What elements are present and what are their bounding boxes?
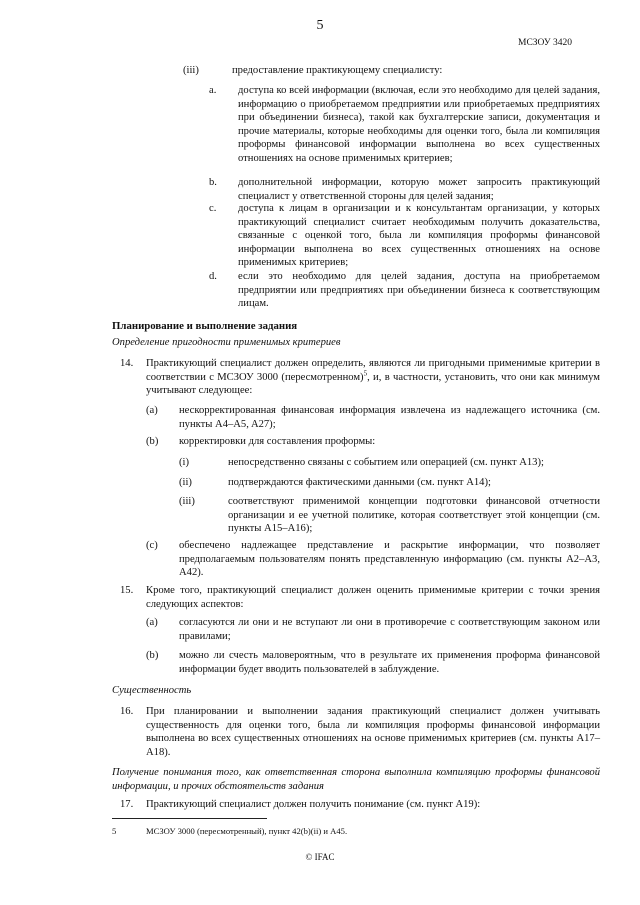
- para-14-c-text: обеспечено надлежащее представление и раскрытие информации, что позволяет предполагаемым пользователям понять представленную информацию (см. пункты A2–A3, A42).: [179, 540, 600, 579]
- para-15-b-text: можно ли счесть маловероятным, что в результате их применения проформа финансовой информации будет вводить пользователей в заблуждение.: [179, 650, 600, 675]
- footnote-divider: [112, 818, 267, 819]
- para-15-a-text: согласуются ли они и не вступают ли они в противоречие с соответствующим законом или правилами;: [179, 617, 600, 642]
- para-14-b-iii-text: соответствуют применимой концепции подготовки финансовой отчетности организации и ее учетной политике, которая соответствует этой концепции (см. пункты A15–A16);: [228, 496, 600, 535]
- para-14-text: [146, 357, 600, 398]
- footer-copyright: © IFAC: [305, 852, 335, 862]
- para-14-b-ii-text: подтверждаются фактическими данными (см. пункт A14);: [228, 477, 491, 488]
- para-15-number: 15.: [120, 585, 134, 596]
- subitem-b-text: дополнительной информации, которую может запросить практикующий специалист у ответственной стороны для целей задания;: [238, 177, 600, 202]
- para-14-text-a: Практикующий специалист должен определить, являются ли пригодными применимые критерии в соответствии с МСЗОУ 3000 (пересмотренном): [146, 358, 600, 383]
- para-14-b-marker: (b): [146, 436, 159, 447]
- footnote-ref: 5: [363, 369, 368, 378]
- para-14-b-ii-marker: (ii): [179, 477, 192, 488]
- para-15-b-marker: (b): [146, 650, 159, 661]
- subitem-d-text: если это необходимо для целей задания, доступа на приобретаемом предприятии или предприятиях при объединении бизнеса к соответствующим лицам.: [238, 271, 600, 310]
- subitem-c-text: доступа к лицам в организации и к консультантам организации, у которых практикующий специалист считает необходимым получить доказательства, связанные с оценкой того, была ли компиляция проформы финансовой информации выполнена во всех существенных отношениях на основе применимых критериев;: [238, 203, 600, 269]
- para-14-a-text: нескорректированная финансовая информация извлечена из надлежащего источника (см. пункты A4–A5, A27);: [179, 405, 600, 430]
- para-15-text: Кроме того, практикующий специалист должен оценить применимые критерии с точки зрения следующих аспектов:: [146, 585, 600, 610]
- footnote-marker: 5: [112, 826, 117, 836]
- para-14-b-i-text: непосредственно связаны с событием или операцией (см. пункт A13);: [228, 457, 544, 468]
- subitem-d-marker: d.: [209, 271, 217, 282]
- section-subheading-understanding: Получение понимания того, как ответственная сторона выполнила компиляцию проформы финансовой информации, и прочих обстоятельств задания: [112, 767, 600, 792]
- para-14-b-text: корректировки для составления проформы:: [179, 436, 376, 447]
- item-iii-text: предоставление практикующему специалисту:: [232, 65, 443, 76]
- item-iii-marker: (iii): [183, 65, 199, 76]
- section-subheading: Определение пригодности применимых критериев: [112, 337, 341, 348]
- page-number: 5: [316, 18, 324, 33]
- para-16-number: 16.: [120, 706, 134, 717]
- document-code: МСЗОУ 3420: [518, 38, 572, 48]
- para-14-c-marker: (c): [146, 540, 158, 551]
- para-14-text-b: , и, в частности, установить, что они как минимум учитывают следующее:: [146, 371, 601, 397]
- para-15-a-marker: (a): [146, 617, 158, 628]
- subitem-a-text: доступа ко всей информации (включая, если это необходимо для целей задания, информацию о приобретаемом предприятии или приобретаемых предприятиях при объединении бизнеса), такой как бухгалтерские записи, документация и прочие материалы, которые необходимы для оценки того, была ли компиляция проформы финансовой информации выполнена во всех существенных отношениях на основе применимых критериев;: [238, 85, 600, 164]
- para-14-b-i-marker: (i): [179, 457, 189, 468]
- footnote-text: МСЗОУ 3000 (пересмотренный), пункт 42(b)(ii) и A45.: [146, 826, 348, 836]
- para-16-text: При планировании и выполнении задания практикующий специалист должен учитывать существенность для оценки того, была ли компиляция проформы финансовой информации выполнена во всех существенных отношениях на основе применимых критериев (см. пункты A17–A18).: [146, 706, 600, 758]
- para-17-number: 17.: [120, 799, 134, 810]
- subitem-b-marker: b.: [209, 177, 217, 188]
- subitem-a-marker: a.: [209, 85, 217, 96]
- para-14-number: 14.: [120, 358, 134, 369]
- section-heading: Планирование и выполнение задания: [112, 320, 298, 332]
- section-subheading-materiality: Существенность: [112, 685, 192, 696]
- para-14-a-marker: (a): [146, 405, 158, 416]
- subitem-c-marker: c.: [209, 203, 217, 214]
- para-14-b-iii-marker: (iii): [179, 496, 195, 507]
- para-17-text: Практикующий специалист должен получить понимание (см. пункт A19):: [146, 799, 481, 810]
